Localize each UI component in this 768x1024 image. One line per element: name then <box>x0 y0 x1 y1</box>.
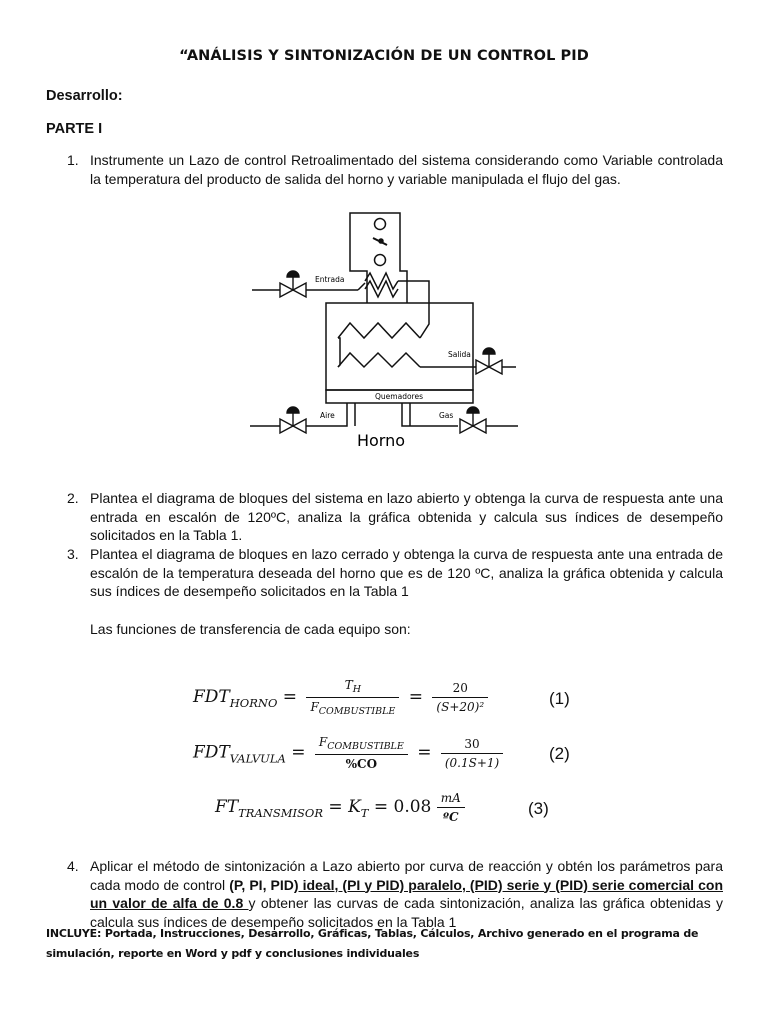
damper-pivot <box>379 239 383 243</box>
equation-1: $FDT_{HORNO}$ = $\frac{T_H}{F_{COMBUSTIBLE}}$ = $\frac{20}{\text{(S+20)²}}$ <box>193 678 492 717</box>
lower-coil <box>338 353 420 367</box>
eq-num: T <box>344 678 353 692</box>
eq-lhs: FDT <box>193 742 230 763</box>
middle-coil <box>338 323 420 338</box>
diagram-caption: Horno <box>356 431 406 450</box>
eq-value: 0.08 <box>393 797 432 817</box>
inlet-pipe <box>358 283 365 290</box>
entrada-valve-icon <box>280 271 306 297</box>
eq-den: %CO <box>345 757 378 771</box>
eq-num: 20 <box>432 681 488 698</box>
eq-fraction <box>437 791 465 824</box>
furnace-body <box>326 303 473 390</box>
eq-lhs-sub: TRANSMISOR <box>238 806 323 820</box>
item-number: 2. <box>67 490 79 506</box>
item-text-underlined: ) ideal, (PI y PID) paralelo, (PID) serie y (PID) serie comercial con un valor de alfa de 0.8 <box>90 876 723 911</box>
stack-port-icon <box>375 255 386 266</box>
gas-valve-icon <box>460 407 486 433</box>
item-number: 4. <box>67 858 79 874</box>
eq-num: mA <box>437 791 465 808</box>
eq-fraction <box>315 735 408 771</box>
eq-num-sub: H <box>352 684 362 695</box>
equation-3: $FT_{TRANSMISOR} = K_T = 0.08$ $\frac{mA}{\text{ºC}}$ <box>215 791 469 824</box>
eq-den: ºC <box>443 810 459 824</box>
item-text-a: Aplicar el método de sintonización a Lazo abierto por curva de reacción y obtén los parámetros para cada modo de control <box>90 858 723 893</box>
eq-mid-sub: T <box>360 806 369 820</box>
aire-valve-icon <box>280 407 306 433</box>
label-quemadores: Quemadores <box>375 392 423 401</box>
eq-fraction <box>306 678 399 717</box>
eq-lhs-sub: VALVULA <box>229 751 286 766</box>
salida-valve-icon <box>476 348 502 374</box>
item-text: Plantea el diagrama de bloques en lazo cerrado y obtenga la curva de respuesta ante una entrada de escalón de la temperatura deseada del horno que es de 120 ºC, analiza la gráfica obtenida y calcula sus índices de desempeño solicitados en la Tabla 1 <box>90 546 723 599</box>
list-item-4 <box>67 857 723 931</box>
item-text-c: y obtener las curvas de cada sintonización, analiza las gráfica obtenidas y calcula sus índices de desempeño solicitados en la Tabla 1 <box>90 895 724 930</box>
equation-2: $FDT_{VALVULA}$ = $\frac{F_{COMBUSTIBLE}}{\%CO}$ = $\frac{30}{(0.1S+1)}$ <box>193 735 507 771</box>
stack-port-icon <box>375 219 386 230</box>
eq-den: F <box>310 700 319 714</box>
eq-lhs-sub: HORNO <box>229 696 278 710</box>
eq-num-sub: COMBUSTIBLE <box>327 741 404 752</box>
label-aire: Aire <box>320 411 335 420</box>
coil-return <box>338 338 340 367</box>
list-item-2 <box>67 489 723 545</box>
section-parte-i: PARTE I <box>46 121 103 137</box>
footer-note: INCLUYE: Portada, Instrucciones, Desarrollo, Gráficas, Tablas, Cálculos, Archivo generado en el programa de simulación, reporte en Word y pdf y conclusiones individuales <box>46 927 699 960</box>
item-text: Plantea el diagrama de bloques del sistema en lazo abierto y obtenga la curva de respuesta ante una entrada en escalón de 120ºC, analiza la gráfica obtenida y calcula sus índices de desempeño solicitados en la Tabla 1. <box>90 490 723 543</box>
item-number: 3. <box>67 546 79 562</box>
label-salida: Salida <box>448 350 471 359</box>
eq-lhs: FDT <box>193 687 230 707</box>
item-text-bold: (P, PI, PID <box>229 876 294 893</box>
eq-den: (S+20)² <box>436 700 485 714</box>
list-item-3 <box>67 545 723 601</box>
label-entrada: Entrada <box>315 275 345 284</box>
furnace-diagram <box>240 205 530 455</box>
item-number: 1. <box>67 152 79 168</box>
eq-fraction <box>432 681 488 714</box>
eq-num: 30 <box>441 737 503 754</box>
equation-1-number: (1) <box>549 689 570 708</box>
list-item-1 <box>67 151 723 188</box>
eq-num: F <box>318 735 328 749</box>
eq-den: (0.1S+1) <box>444 755 500 770</box>
section-desarrollo: Desarrollo: <box>46 88 123 104</box>
eq-fraction <box>441 737 503 770</box>
item-text: Instrumente un Lazo de control Retroalimentado del sistema considerando como Variable controlada la temperatura del producto de salida del horno y variable manipulada el flujo del gas. <box>90 152 723 187</box>
document-title: “ANÁLISIS Y SINTONIZACIÓN DE UN CONTROL PID <box>179 48 589 64</box>
coil-link <box>398 281 429 338</box>
eq-lhs: FT <box>215 797 239 817</box>
label-gas: Gas <box>439 411 454 420</box>
eq-den-sub: COMBUSTIBLE <box>318 706 396 717</box>
transfer-intro: Las funciones de transferencia de cada equipo son: <box>90 621 411 637</box>
equation-2-number: (2) <box>549 744 570 763</box>
item-text <box>90 857 723 931</box>
eq-mid: K <box>348 797 361 817</box>
equation-3-number: (3) <box>528 799 549 818</box>
